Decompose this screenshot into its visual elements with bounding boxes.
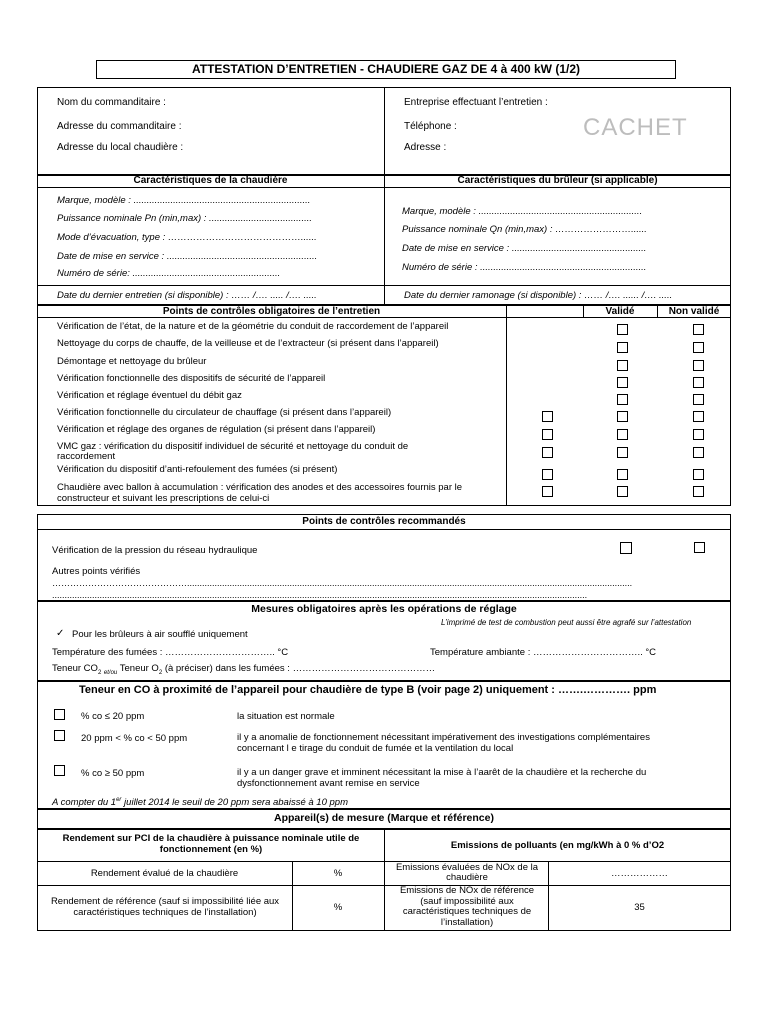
telephone-label: Téléphone : <box>404 121 457 132</box>
rendement-evalue-label: Rendement évalué de la chaudière <box>90 868 239 879</box>
chaudiere-evacuation: Mode d’évacuation, type : ……………………………………...... <box>57 232 317 243</box>
nox-evalue-label: Emissions évaluées de NOx de la chaudière <box>395 862 539 883</box>
co-checkbox-3[interactable] <box>54 765 65 776</box>
non-valide-checkbox-7[interactable] <box>693 429 704 440</box>
valide-checkbox-9[interactable] <box>617 469 628 480</box>
temperature-ambiante: Température ambiante : …………………………….. °C <box>430 647 657 658</box>
bruleur-numero-serie: Numéro de série : ............................................................... <box>402 262 647 273</box>
extra-checkbox-8[interactable] <box>542 447 553 458</box>
oblig-item-2: Nettoyage du corps de chauffe, de la veilleuse et de l’extracteur (si présent dans l’appareil) <box>57 338 439 349</box>
valide-checkbox-1[interactable] <box>617 324 628 335</box>
valide-checkbox-4[interactable] <box>617 377 628 388</box>
rendement-reference-unit: % <box>333 902 343 913</box>
pression-label: Vérification de la pression du réseau hydraulique <box>52 545 258 556</box>
bruleur-mise-service: Date de mise en service : ................................................... <box>402 243 647 254</box>
oblig-item-1: Vérification de l’état, de la nature et de la géométrie du conduit de raccordement de l’appareil <box>57 321 449 332</box>
chaudiere-mise-service: Date de mise en service : ......................................................... <box>57 251 318 262</box>
valide-checkbox-10[interactable] <box>617 486 628 497</box>
autres-dots-2: ...................................................................................................................................................................................................................... <box>52 590 588 600</box>
non-valide-checkbox-4[interactable] <box>693 377 704 388</box>
extra-checkbox-7[interactable] <box>542 429 553 440</box>
appareils-title: Appareil(s) de mesure (Marque et référence) <box>274 812 494 824</box>
oblig-item-8: VMC gaz : vérification du dispositif individuel de sécurité et nettoyage du conduit de raccordement <box>57 441 409 462</box>
chaudiere-numero-serie: Numéro de série: ........................................................ <box>57 268 281 279</box>
valide-checkbox-5[interactable] <box>617 394 628 405</box>
temperature-fumees: Température des fumées : …………………………….. °C <box>52 647 289 658</box>
nom-commanditaire-label: Nom du commanditaire : <box>57 97 166 108</box>
rendement-reference-label: Rendement de référence (sauf si impossibilité liée aux caractéristiques techniques de l’installation) <box>50 896 280 918</box>
oblig-item-3: Démontage et nettoyage du brûleur <box>57 356 207 367</box>
teneur-co2-o2: Teneur $CO_2$ $_{et/ou}$ Teneur $O_2$ (à préciser) dans les fumées : ……………………………………… <box>52 663 436 676</box>
obligatoires-title: Points de contrôles obligatoires de l’entretien <box>162 306 381 317</box>
rendement-left-title: Rendement sur PCI de la chaudière à puissance nominale utile de fonctionnement (en %) <box>62 833 360 855</box>
col-valide: Validé <box>605 306 635 317</box>
mesures-note: L’imprimé de test de combustion peut aussi être agrafé sur l’attestation <box>441 618 692 627</box>
recommandes-title: Points de contrôles recommandés <box>302 516 466 527</box>
nox-reference-value: 35 <box>634 902 645 913</box>
bruleur-dernier-ramonage: Date du dernier ramonage (si disponible) : …… /…. ...... /…. ..... <box>404 290 673 301</box>
chaudiere-title: Caractéristiques de la chaudière <box>133 175 288 186</box>
bruleur-marque: Marque, modèle : .............................................................. <box>402 206 643 217</box>
adresse-entreprise-label: Adresse : <box>404 142 447 153</box>
oblig-item-4: Vérification fonctionnelle des dispositifs de sécurité de l’appareil <box>57 373 326 384</box>
mesures-title: Mesures obligatoires après les opérations de réglage <box>251 603 517 615</box>
valide-checkbox-2[interactable] <box>617 342 628 353</box>
cachet-stamp: CACHET <box>583 114 688 141</box>
col-non-valide: Non validé <box>668 306 720 317</box>
non-valide-checkbox-6[interactable] <box>693 411 704 422</box>
co-text-1: la situation est normale <box>237 711 335 722</box>
extra-checkbox-6[interactable] <box>542 411 553 422</box>
extra-checkbox-9[interactable] <box>542 469 553 480</box>
co-text-3: il y a un danger grave et imminent nécessitant la mise à l’aarêt de la chaudière et la recherche du dysfonctionnement avant remise en service <box>237 767 647 789</box>
co-checkbox-2[interactable] <box>54 730 65 741</box>
valide-checkbox-7[interactable] <box>617 429 628 440</box>
chaudiere-puissance: Puissance nominale Pn (min,max) : ....................................... <box>57 213 312 224</box>
non-valide-checkbox-2[interactable] <box>693 342 704 353</box>
valide-checkbox-6[interactable] <box>617 411 628 422</box>
autres-label: Autres points vérifiés <box>52 566 141 577</box>
nox-reference-label: Emissions de NOx de référence (sauf impossibilité aux caractéristiques techniques de l’installation) <box>399 885 535 928</box>
check-icon: ✓ <box>56 628 65 639</box>
co-text-2: il y a anomalie de fonctionnement nécessitant impérativement des investigations complémentaires concernant l e tirage du conduit de fumée et la ventilation du local <box>237 732 650 754</box>
pression-valide-checkbox[interactable] <box>620 542 632 554</box>
non-valide-checkbox-9[interactable] <box>693 469 704 480</box>
non-valide-checkbox-5[interactable] <box>693 394 704 405</box>
oblig-item-9: Vérification du dispositif d’anti-refoulement des fumées (si présent) <box>57 464 338 475</box>
chaudiere-marque: Marque, modèle : ................................................................... <box>57 195 311 206</box>
co-checkbox-1[interactable] <box>54 709 65 720</box>
pression-non-valide-checkbox[interactable] <box>694 542 705 553</box>
non-valide-checkbox-1[interactable] <box>693 324 704 335</box>
oblig-item-5: Vérification et réglage éventuel du débit gaz <box>57 390 242 401</box>
rendement-evalue-unit: % <box>333 868 343 879</box>
oblig-item-10: Chaudière avec ballon à accumulation : vérification des anodes et des accessoires fournis par le constructeur et suivant les prescriptions de celui-ci <box>57 482 463 504</box>
oblig-item-7: Vérification et réglage des organes de régulation (si présent dans l’appareil) <box>57 424 376 435</box>
adresse-local-label: Adresse du local chaudière : <box>57 142 184 153</box>
bruleurs-label: Pour les brûleurs à air soufflé uniquement <box>72 629 248 640</box>
co-label-2: 20 ppm < % co < 50 ppm <box>81 733 188 744</box>
co-note: A compter du 1er juillet 2014 le seuil de 20 ppm sera abaissé à 10 ppm <box>52 797 348 809</box>
bruleur-title: Caractéristiques du brûleur (si applicable) <box>457 175 658 186</box>
bruleur-puissance: Puissance nominale Qn (min,max) : ……………………...... <box>402 224 647 235</box>
extra-checkbox-10[interactable] <box>542 486 553 497</box>
rendement-right-title: Emissions de polluants (en mg/kWh à 0 % d’O2 <box>450 840 665 851</box>
co-label-3: % co ≥ 50 ppm <box>81 768 145 779</box>
valide-checkbox-8[interactable] <box>617 447 628 458</box>
page-title: ATTESTATION D’ENTRETIEN - CHAUDIERE GAZ DE 4 à 400 kW (1/2) <box>191 62 581 76</box>
co-label-1: % co ≤ 20 ppm <box>81 711 145 722</box>
adresse-commanditaire-label: Adresse du commanditaire : <box>57 121 182 132</box>
non-valide-checkbox-8[interactable] <box>693 447 704 458</box>
nox-evalue-value: ……………… <box>611 868 668 879</box>
chaudiere-dernier-entretien: Date du dernier entretien (si disponible) : …… /…. ..... /…. ..... <box>57 290 317 301</box>
co-title: Teneur en CO à proximité de l’appareil pour chaudière de type B (voir page 2) uniquement : …….…………. ppm <box>79 684 657 696</box>
non-valide-checkbox-3[interactable] <box>693 360 704 371</box>
oblig-item-6: Vérification fonctionnelle du circulateur de chauffage (si présent dans l’appareil) <box>57 407 392 418</box>
entreprise-label: Entreprise effectuant l’entretien : <box>404 97 548 108</box>
non-valide-checkbox-10[interactable] <box>693 486 704 497</box>
autres-dots-1: ……………………………………….................................................................................................................................................................................. <box>52 578 633 588</box>
valide-checkbox-3[interactable] <box>617 360 628 371</box>
